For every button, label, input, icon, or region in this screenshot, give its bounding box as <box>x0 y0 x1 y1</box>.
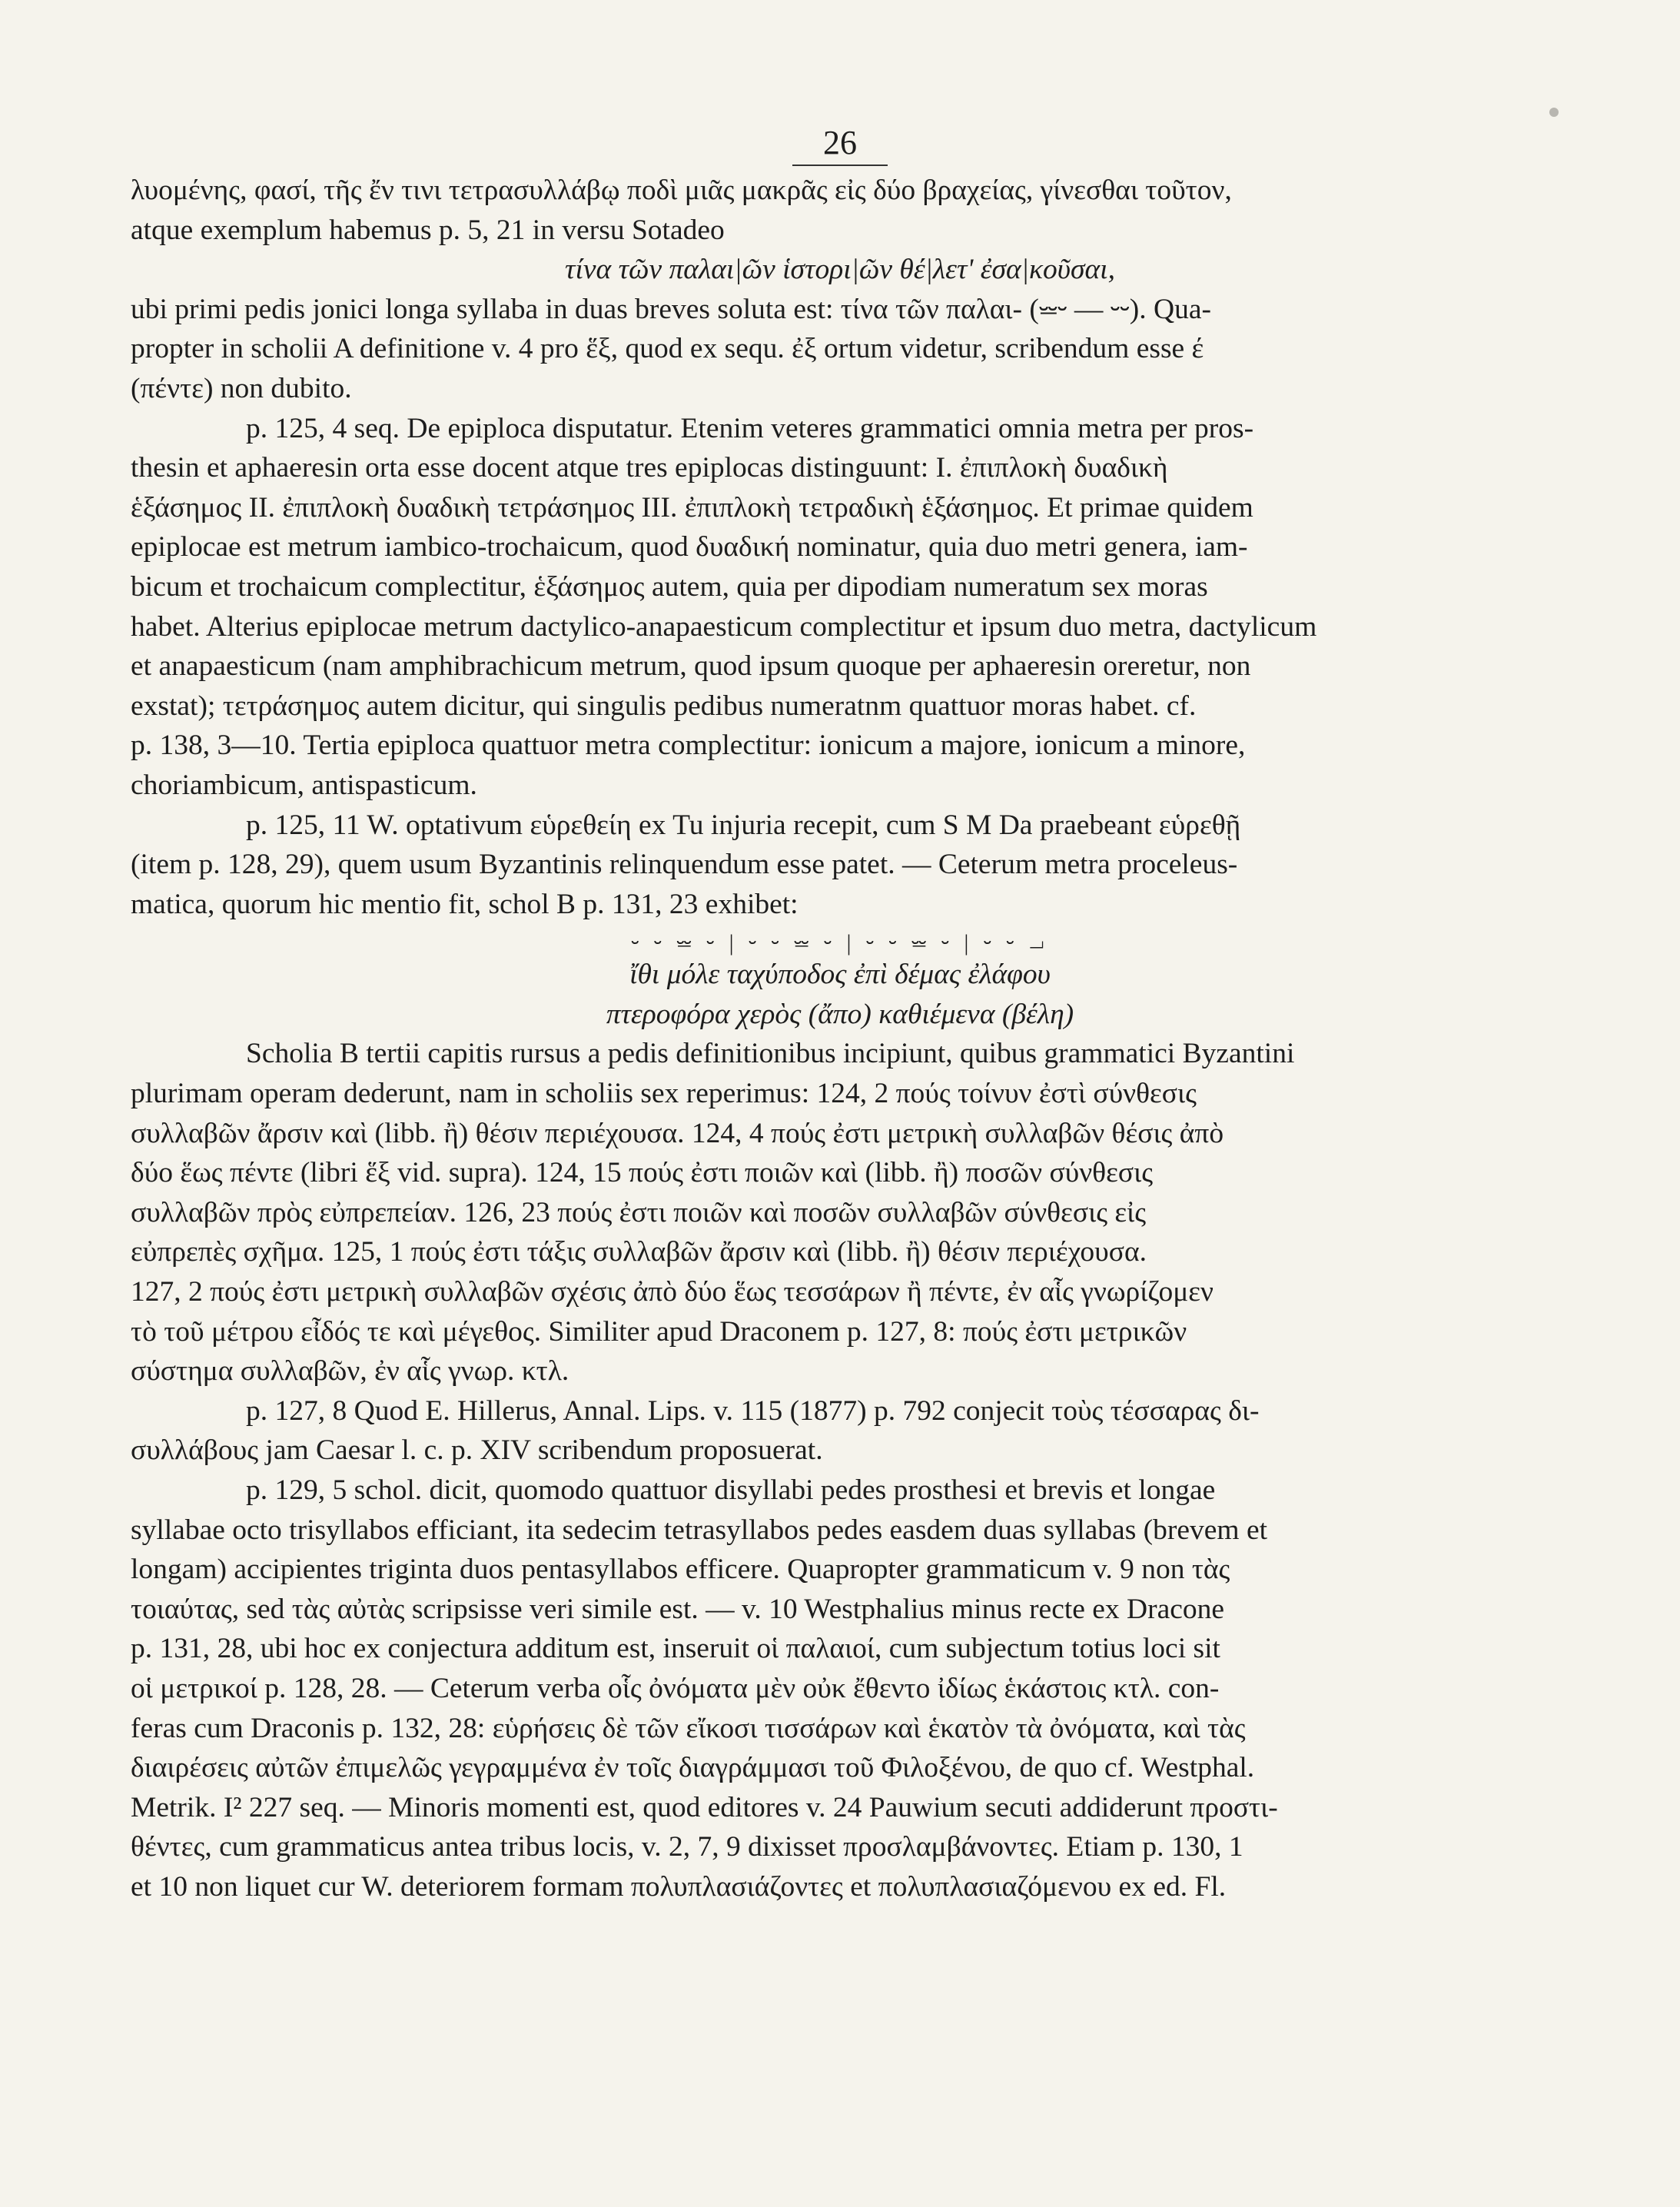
paragraph-2 <box>131 290 1549 409</box>
text-line: 127, 2 πούς ἐστι μετρικὴ συλλαβῶν σχέσις ἀπὸ δύο ἕως τεσσάρων ἢ πέντε, ἐν αἷς γνωρίζομεν <box>131 1276 1214 1308</box>
text-line: p. 125, 4 seq. De epiploca disputatur. Etenim veteres grammatici omnia metra per pros- <box>246 412 1254 444</box>
verse-line-1: ἴθι μόλε ταχύποδος ἐπὶ δέμας ἐλάφου <box>629 959 1051 991</box>
verse-sotadeus: τίνα τῶν παλαι|ῶν ἱστορι|ῶν θέ|λετ' ἐσα|κοῦσαι, <box>565 254 1115 286</box>
text-line: Metrik. I² 227 seq. — Minoris momenti est, quod editores v. 24 Pauwium secuti addiderunt προστι- <box>131 1791 1278 1823</box>
text-line: bicum et trochaicum complectitur, ἑξάσημος autem, quia per dipodiam numeratum sex moras <box>131 570 1208 603</box>
paper-speck <box>1549 108 1559 117</box>
text-line: συλλαβῶν πρὸς εὐπρεπείαν. 126, 23 πούς ἐστι ποιῶν καὶ ποσῶν συλλαβῶν σύνθεσις εἰς <box>131 1196 1147 1228</box>
text-line: p. 131, 28, ubi hoc ex conjectura additum est, inseruit οἱ παλαιοί, cum subjectum totius loci sit <box>131 1633 1220 1665</box>
text-line: p. 125, 11 W. optativum εὑρεθείη ex Tu injuria recepit, cum S M Da praebeant εὑρεθῇ <box>246 809 1241 841</box>
text-line: Scholia B tertii capitis rursus a pedis definitionibus incipiunt, quibus grammatici Byzantini <box>246 1038 1295 1070</box>
text-line: σύστημα συλλαβῶν, ἐν αἷς γνωρ. κτλ. <box>131 1355 569 1388</box>
paragraph-1 <box>131 171 1549 250</box>
page-number: 26 <box>131 123 1549 166</box>
text-line: p. 127, 8 Quod E. Hillerus, Annal. Lips. v. 115 (1877) p. 792 conjecit τοὺς τέσσαρας δι- <box>246 1394 1260 1427</box>
text-line: ubi primi pedis jonici longa syllaba in duas breves soluta est: τίνα τῶν παλαι- (⏕⏑ — ⏑⏑). Qua- <box>131 293 1211 325</box>
text-line: p. 138, 3—10. Tertia epiploca quattuor metra complectitur: ionicum a majore, ionicum a minore, <box>131 730 1246 762</box>
text-line: feras cum Draconis p. 132, 28: εὑρήσεις δὲ τῶν εἴκοσι τισσάρων καὶ ἑκατὸν τὰ ὀνόματα, καὶ τὰς <box>131 1712 1246 1744</box>
text-line: et anapaesticum (nam amphibrachicum metrum, quod ipsum quoque per aphaeresin oreretur, non <box>131 650 1251 683</box>
text-line: ἑξάσημος II. ἐπιπλοκὴ δυαδικὴ τετράσημος III. ἐπιπλοκὴ τετραδικὴ ἑξάσημος. Et primae quidem <box>131 491 1253 523</box>
text-line: syllabae octo trisyllabos efficiant, ita sedecim tetrasyllabos pedes easdem duas syllabas (brevem et <box>131 1514 1268 1546</box>
paragraph-3 <box>131 409 1549 806</box>
text-line: (item p. 128, 29), quem usum Byzantinis relinquendum esse patet. — Ceterum metra proceleus- <box>131 849 1238 881</box>
text-line: δύο ἕως πέντε (libri ἕξ vid. supra). 124, 15 πούς ἐστι ποιῶν καὶ (libb. ἢ) ποσῶν σύνθεσις <box>131 1157 1154 1189</box>
meter-scansion: ⏑ ⏑ ⏕ ⏑ | ⏑ ⏑ ⏕ ⏑ | ⏑ ⏑ ⏕ ⏑ | ⏑ ⏑ ⏗ <box>631 930 1049 956</box>
text-line: choriambicum, antispasticum. <box>131 769 477 801</box>
text-line: longam) accipientes triginta duos pentasyllabos efficere. Quapropter grammaticum v. 9 non τὰς <box>131 1554 1230 1586</box>
paragraph-5 <box>131 1034 1549 1391</box>
text-line: propter in scholii A definitione v. 4 pro ἕξ, quod ex sequ. ἐξ ortum videtur, scribendum esse έ <box>131 333 1204 365</box>
text-line: matica, quorum hic mentio fit, schol B p. 131, 23 exhibet: <box>131 888 798 920</box>
text-line: συλλαβῶν ἄρσιν καὶ (libb. ἢ) θέσιν περιέχουσα. 124, 4 πούς ἐστι μετρικὴ συλλαβῶν θέσις ἀπὸ <box>131 1117 1224 1149</box>
text-line: exstat); τετράσημος autem dicitur, qui singulis pedibus numeratnm quattuor moras habet. cf. <box>131 690 1197 722</box>
text-line: habet. Alterius epiplocae metrum dactylico-anapaesticum complectitur et ipsum duo metra, dactylicum <box>131 610 1317 643</box>
text-line: εὐπρεπὲς σχῆμα. 125, 1 πούς ἐστι τάξις συλλαβῶν ἄρσιν καὶ (libb. ἢ) θέσιν περιέχουσα. <box>131 1236 1147 1268</box>
text-line: epiplocae est metrum iambico-trochaicum, quod δυαδική nominatur, quia duo metri genera, iam- <box>131 531 1248 563</box>
text-line: λυομένης, φασί, τῆς ἔν τινι τετρασυλλάβῳ ποδὶ μιᾶς μακρᾶς εἰς δύο βραχείας, γίνεσθαι τοῦτον, <box>131 174 1232 206</box>
text-line: plurimam operam dederunt, nam in scholiis sex reperimus: 124, 2 πούς τοίνυν ἐστὶ σύνθεσις <box>131 1078 1197 1110</box>
text-line: οἱ μετρικοί p. 128, 28. — Ceterum verba οἷς ὀνόματα μὲν οὐκ ἔθεντο ἰδίως ἑκάστοις κτλ. con- <box>131 1672 1220 1704</box>
text-line: et 10 non liquet cur W. deteriorem formam πολυπλασιάζοντες et πολυπλασιαζόμενου ex ed. Fl. <box>131 1870 1227 1903</box>
text-line: p. 129, 5 schol. dicit, quomodo quattuor disyllabi pedes prosthesi et brevis et longae <box>246 1474 1216 1506</box>
text-line: atque exemplum habemus p. 5, 21 in versu Sotadeo <box>131 214 725 246</box>
text-line: thesin et aphaeresin orta esse docent atque tres epiplocas distinguunt: I. ἐπιπλοκὴ δυαδικὴ <box>131 452 1168 484</box>
paragraph-6 <box>131 1391 1549 1471</box>
text-line: τὸ τοῦ μέτρου εἶδός τε καὶ μέγεθος. Similiter apud Draconem p. 127, 8: πούς ἐστι μετρικῶν <box>131 1315 1187 1348</box>
text-line: τοιαύτας, sed τὰς αὐτὰς scripsisse veri simile est. — v. 10 Westphalius minus recte ex Dracone <box>131 1593 1225 1625</box>
paragraph-4 <box>131 806 1549 925</box>
paragraph-7 <box>131 1471 1549 1907</box>
text-line: διαιρέσεις αὐτῶν ἐπιμελῶς γεγραμμένα ἐν τοῖς διαγράμμασι τοῦ Φιλοξένου, de quo cf. Westphal. <box>131 1752 1255 1784</box>
verse-line-2: πτεροφόρα χερὸς (ἄπο) καθιέμενα (βέλη) <box>606 998 1074 1030</box>
body-text <box>131 171 1549 1907</box>
text-line: (πέντε) non dubito. <box>131 372 352 404</box>
text-line: θέντες, cum grammaticus antea tribus locis, v. 2, 7, 9 dixisset προσλαμβάνοντες. Etiam p. 130, 1 <box>131 1831 1243 1863</box>
text-line: συλλάβους jam Caesar l. c. p. XIV scribendum proposuerat. <box>131 1434 823 1467</box>
